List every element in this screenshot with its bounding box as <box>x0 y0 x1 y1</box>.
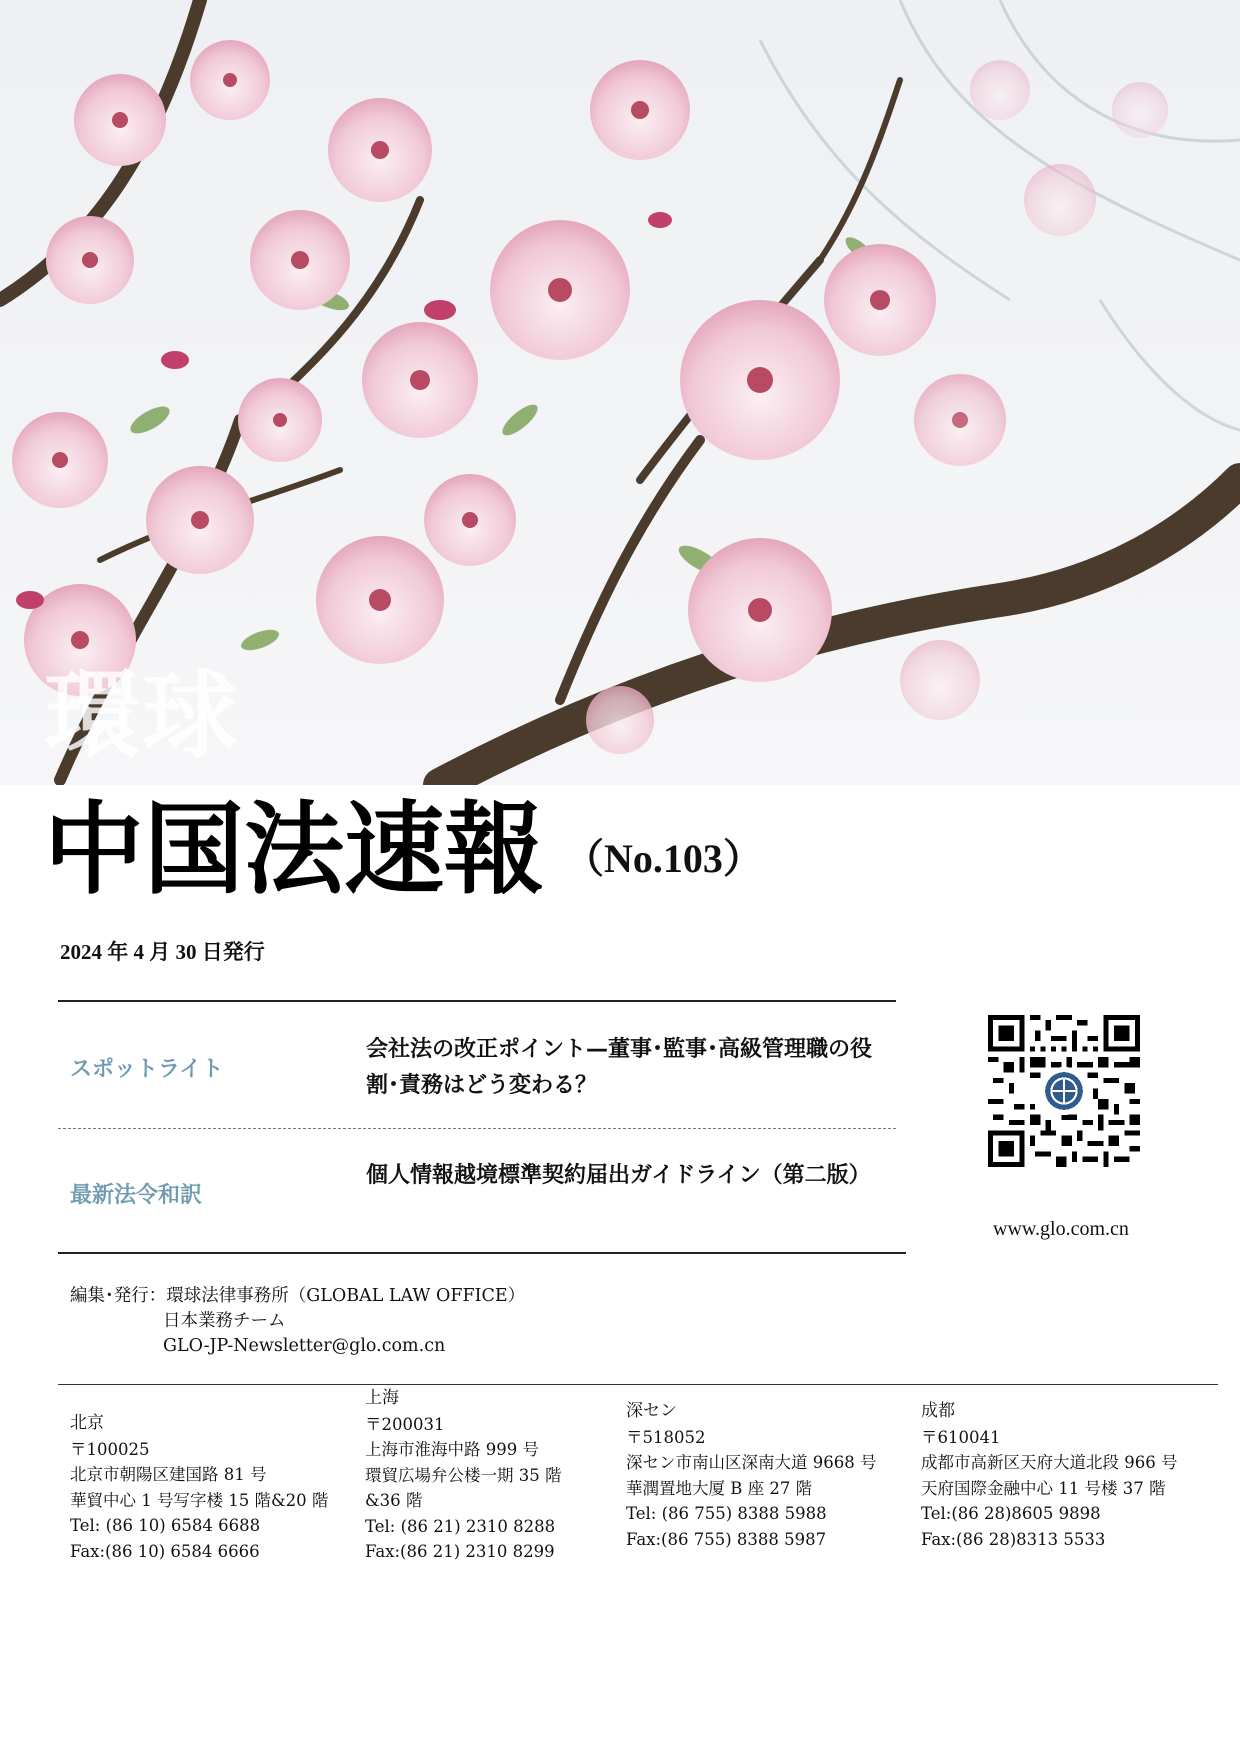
office-beijing <box>70 1411 328 1564</box>
office-address-line2: 天府国際金融中心 11 号楼 37 階 <box>921 1478 1166 1498</box>
office-address-line1: 深セン市南山区深南大道 9668 号 <box>626 1453 877 1472</box>
publisher-name: 環球法律事務所（GLOBAL LAW OFFICE） <box>166 1286 526 1306</box>
office-address-line1: 上海市淮海中路 999 号 <box>365 1440 539 1459</box>
offices-rule <box>58 1384 1218 1385</box>
issue-number: （No.103） <box>564 836 763 881</box>
office-tel: Tel: (86 21) 2310 8288 <box>365 1516 556 1536</box>
toc-bottom-rule <box>58 1252 906 1254</box>
masthead <box>44 791 763 908</box>
section-label-translation: 最新法令和訳 <box>70 1183 203 1208</box>
office-address-line2: 華貿中心 1 号写字楼 15 階&20 階 <box>70 1490 329 1510</box>
office-shanghai <box>365 1386 562 1565</box>
publication-date: 2024 年 4 月 30 日発行 <box>60 940 265 964</box>
office-city: 上海 <box>365 1388 399 1408</box>
office-postal: 〒100025 <box>70 1439 150 1459</box>
office-address-line2: 華潤置地大厦 B 座 27 階 <box>626 1478 813 1498</box>
newsletter-title: 中国法速報 <box>44 791 544 908</box>
office-address-line3: &36 階 <box>365 1491 423 1510</box>
office-chengdu <box>921 1399 1177 1552</box>
toc-divider <box>58 1128 896 1129</box>
office-shenzhen <box>626 1399 876 1552</box>
office-fax: Fax:(86 10) 6584 6666 <box>70 1541 260 1561</box>
office-tel: Tel:(86 28)8605 9898 <box>921 1504 1101 1523</box>
publisher-info <box>70 1284 525 1359</box>
office-fax: Fax:(86 21) 2310 8299 <box>365 1542 555 1561</box>
office-fax: Fax:(86 755) 8388 5987 <box>626 1529 827 1549</box>
website-link[interactable]: www.glo.com.cn <box>993 1218 1129 1240</box>
section-title-spotlight[interactable]: 会社法の改正ポイント—董事･監事･高級管理職の役割･責務はどう変わる？ <box>366 1037 873 1098</box>
office-postal: 〒518052 <box>626 1427 706 1447</box>
office-tel: Tel: (86 10) 6584 6688 <box>70 1516 261 1535</box>
publisher-email[interactable]: GLO-JP-Newsletter@glo.com.cn <box>163 1336 446 1356</box>
section-title-translation[interactable]: 個人情報越境標準契約届出ガイドライン（第二版） <box>366 1163 871 1188</box>
toc-top-rule <box>58 1000 896 1002</box>
office-postal: 〒200031 <box>365 1414 445 1434</box>
office-address-line2: 環貿広場弁公楼一期 35 階 <box>365 1465 562 1485</box>
publisher-team: 日本業務チーム <box>163 1311 286 1331</box>
office-address-line1: 成都市高新区天府大道北段 966 号 <box>921 1453 1178 1472</box>
office-fax: Fax:(86 28)8313 5533 <box>921 1529 1106 1549</box>
office-postal: 〒610041 <box>921 1427 1001 1447</box>
office-city: 北京 <box>70 1413 104 1433</box>
publisher-label: 編集･発行： <box>70 1286 167 1306</box>
office-city: 深セン <box>626 1401 677 1421</box>
brand-overlay-text: 環球 <box>44 660 240 772</box>
section-label-spotlight: スポットライト <box>70 1057 224 1082</box>
office-address-line1: 北京市朝陽区建国路 81 号 <box>70 1465 267 1484</box>
office-tel: Tel: (86 755) 8388 5988 <box>626 1504 827 1523</box>
qr-code-icon[interactable] <box>988 1015 1140 1167</box>
office-city: 成都 <box>921 1401 955 1421</box>
